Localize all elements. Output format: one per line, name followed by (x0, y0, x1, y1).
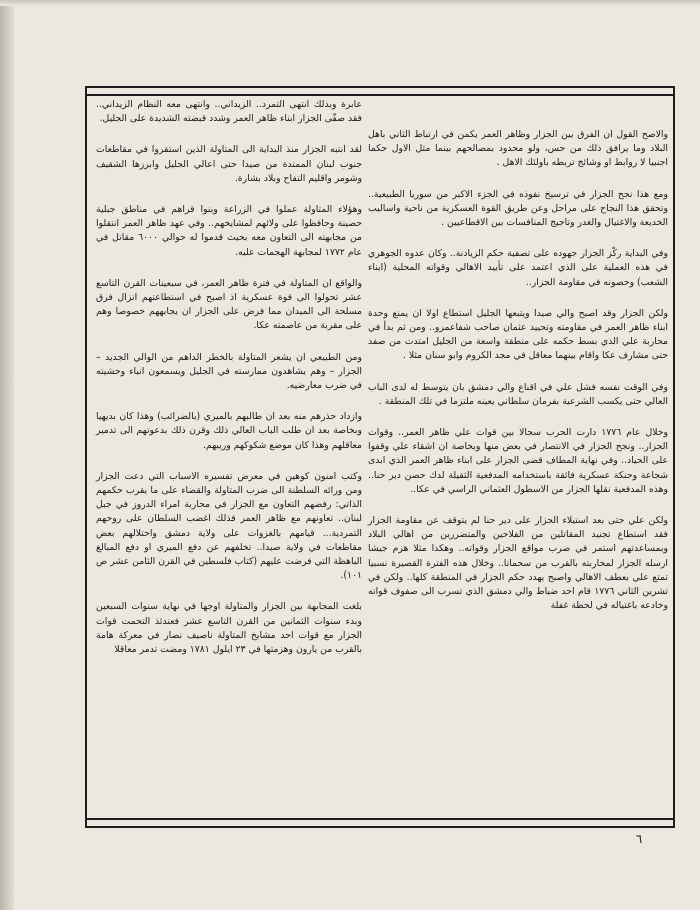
right-paragraph-1: والاصح القول ان الفرق بين الجزار وظاهر العمر يكمن في ارتباط الثاني باهل البلاد وما يرافق ذلك من حس، ولو محدود بمصالحهم بينما مثل الاول حكما اجنبيا لا روابط او وشائج تربطه باولئك الاهل . (368, 129, 668, 169)
left-paragraph-5: ومن الطبيعي ان يشعر المتاولة بالخطر الداهم من الوالي الجديد – الجزار – وهم يشاهدون ممارسته في الجليل ويسمعون انباء وحشيته في ضرب معارضيه. (96, 351, 362, 392)
left-paragraph-7: وكتب امنون كوهين في معرض تفسيره الاسباب التي دعت الجزار ومن ورائه السلطنة الى ضرب المتاولة والقضاء على ما يقرب حكمهم الذاتي: رفضهم التعاون مع الجزار في محاربة امراء الدروز في جبل لبنان.. تعاونهم مع ظاهر العمر فذلك اغضب السلطان على روحهم التمردية... قيامهم بالغزوات على ولاية دمشق واحتلالهم بعض مقاطعات في ولاية صيدا.. تخلفهم عن دفع الميري او دفع المبالغ الباهظة التي فرضت عليهم (كتاب فلسطين في القرن الثامن عشر ص ١٠١). (96, 470, 362, 582)
page-binding-shadow (0, 0, 14, 910)
left-paragraph-2: لقد انتبه الجزار منذ البداية الى المتاولة الذين استقروا في مقاطعات جنوب لبنان الممتدة من صيدا حتى اعالي الجليل وابرزها الشقيف وشومر واقليم التفاح وبلاد بشارة. (96, 144, 362, 184)
right-paragraph-2: ومع هذا نجح الجزار في ترسيخ نفوذه في الجزء الاكبر من سوريا الطبيعية.. وتحقق هذا النجاح على مراحل وعن طريق القوة العسكرية من ناحية واساليب الخديعة والاغتيال والغدر وتاجيج المنافسات بين الاقطاعيين . (368, 188, 668, 229)
right-column (368, 128, 668, 630)
left-paragraph-8: بلغت المجابهة بين الجزار والمتاولة اوجها في نهاية سنوات السبعين وبدء سنوات الثمانين من القرن التاسع عشر فعندئذ التحمت قوات الجزار مع قوات احد مشايخ المتاولة ناصيف نصار في معركة هامة بالقرب من يارون وهزمتها في ٢٣ ايلول ١٧٨١ ومضت تدمر معاقلا (96, 601, 362, 656)
right-paragraph-5: وفي الوقت نفسه فشل علي في اقناع والي دمشق بان يتوسط له لدى الباب العالي حتى يكسب الشرعية بفرمان سلطاني يعينه ملتزما في تلك المنطقة . (368, 381, 668, 407)
left-paragraph-1: عابرة وبذلك انتهى التمرد.. الزيداني.. وانتهى معه النظام الزيداني.. فقد صفّى الجزار ابناء ظاهر العمر وشدد قبضته الشديدة على الجليل. (96, 99, 362, 125)
right-paragraph-7: ولكن علي حتى بعد استيلاء الجزار على دير حنا لم يتوقف عن مقاومة الجزار فقد استطاع تجنيد المقاتلين من الفلاحين والمتضررين من اهالي البلاد وبمساعدتهم استمر في ضرب مواقع الجزار وقواته.. وهكذا مثلا هزم جيشا ارسله الجزار لمحاربته بالقرب من سحماتا.. وخلال هذه الفترة القصيرة نسبيا تمتع علي بعطف الاهالي واصبح يهدد حكم الجزار في المنطقة كلها.. ولكن في تشرين الثاني ١٧٧٦ قام احد ضباط والي دمشق الذي تسرب الى صفوف قواته وخادعه باغتياله في لحظة غفلة (368, 515, 668, 612)
right-paragraph-4: ولكن الجزار وقد اصبح والي صيدا ويتبعها الجليل استطاع اولا ان يمنع وحدة ابناء ظاهر العمر في مقاومته وتحييد عثمان صاحب شفاعمرو.. ومن ثم بدأ في محاربة علي الذي بسط حكمه على منطقة واسعة من الجليل امتدت من صفد حتى مشارف عكا واقام بينهما معاقل في مجد الكروم وابو سنان مثلا . (368, 307, 668, 362)
right-paragraph-6: وخلال عام ١٧٧٦ دارت الحرب سجالا بين قوات علي ظاهر العمر.. وقوات الجزار.. ونجح الجزار في الانتصار في بعض منها وبخاصة ان اشقاء علي وقفوا على الحياد.. وفي نهاية المطاف قضى الجزار على ابناء ظاهر العمر الذي ابدى شجاعة وحنكة عسكرية فائقة باستخدامه المدفعية الثقيلة لدك حصن دير حنا.. وهذه المدفعية نقلها الجزار من الاسطول العثماني الراسي في عكا.. (368, 427, 668, 495)
page-top-shadow (0, 0, 700, 6)
left-column (96, 98, 362, 674)
frame-bottom-rule (85, 818, 675, 820)
left-paragraph-4: والواقع ان المتاولة في فترة ظاهر العمر، في سبعينات القرن التاسع عشر تحولوا الى قوة عسكرية اذ اصبح في استطاعتهم انزال فرق مسلحة الى الميدان مما فرض على الجزار ان يجابههم خصوصا وهم على مقربة من عاصمته عكا. (96, 277, 362, 332)
left-paragraph-6: وازداد حذرهم منه بعد ان طالبهم بالميري (بالضرائب) وهذا كان بديهيا وبخاصة بعد ان طلب الباب العالي ذلك وقرن ذلك بدعوتهم الى تدمير معاقلهم وهذا كان موضع شكوكهم وريبهم. (96, 411, 362, 451)
left-paragraph-3: وهؤلاء المتاولة عملوا في الزراعة وبنوا قراهم في مناطق جبلية حصينة وحافظوا على ولائهم لمشايخهم.. وفي عهد ظاهر العمر انتقلوا من مجابهته الى التعاون معه بحيث قدموا له حوالي ٦٠٠٠ مقاتل في عام ١٧٧٢ لمجابهة الهجمات عليه. (96, 204, 363, 258)
right-paragraph-3: وفي البداية ركّز الجزار جهوده على تصفية حكم الزيادنة.. وكان عدوه الجوهري في هذه العملية على الذي اعتمد على تأييد الاهالي وقواته المحلية (ابناء الشعب) وحصونه في مقاومة الجزار.. (368, 248, 668, 288)
page-number: ٦ (635, 832, 643, 846)
frame-top-rule (85, 94, 675, 96)
